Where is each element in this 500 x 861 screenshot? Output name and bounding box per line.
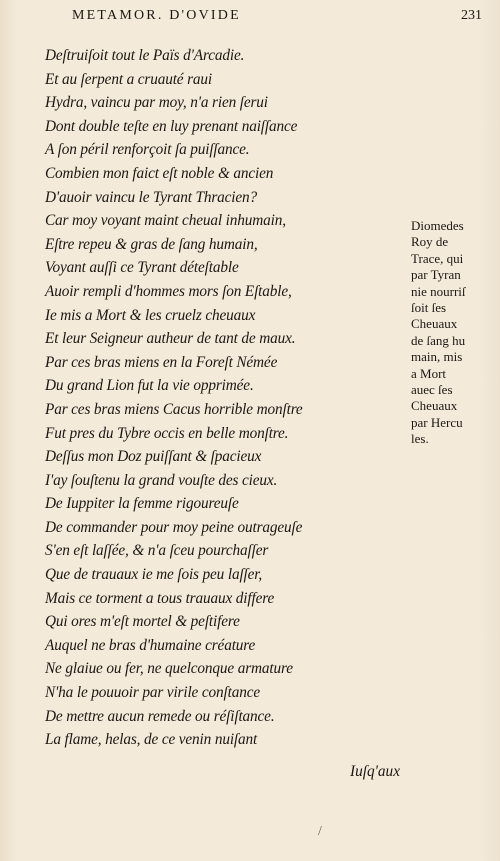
- verse-line: Fut pres du Tybre occis en belle monſtre.: [45, 424, 289, 442]
- marginal-note-line: les.: [411, 431, 429, 447]
- verse-line: Par ces bras miens en la Foreſt Némée: [45, 353, 278, 371]
- running-title: METAMOR. D'OVIDE: [72, 8, 241, 23]
- verse-line: N'ha le pouuoir par virile conſtance: [45, 684, 260, 702]
- verse-line: Ie mis a Mort & les cruelz cheuaux: [45, 306, 256, 324]
- verse-line: Que de trauaux ie me ſois peu laſſer,: [45, 566, 263, 584]
- marginal-note-line: par Hercu: [411, 414, 463, 430]
- verse-line: Auoir rempli d'hommes mors ſon Eſtable,: [45, 282, 292, 300]
- marginal-note-line: Cheuaux: [411, 398, 458, 414]
- verse-line: S'en eſt laſſée, & n'a ſceu pourchaſſer: [45, 542, 269, 560]
- marginal-note-line: a Mort: [411, 365, 447, 381]
- verse-line: Et leur Seigneur autheur de tant de maux.: [45, 330, 296, 348]
- marginal-note-line: auec ſes: [411, 382, 453, 398]
- verse-line: De commander pour moy peine outrageuſe: [45, 518, 303, 536]
- verse-line: Auquel ne bras d'humaine créature: [45, 636, 256, 654]
- marginal-note-line: Cheuaux: [411, 316, 458, 332]
- verse-line: Dont double teſte en luy prenant naiſſance: [45, 117, 298, 135]
- marginal-note-line: main, mis: [411, 349, 463, 365]
- catchword: Iuſq'aux: [350, 763, 400, 780]
- verse-line: Deſſus mon Doz puiſſant & ſpacieux: [45, 448, 262, 466]
- verse-line: Deſtruiſoit tout le Païs d'Arcadie.: [45, 47, 245, 64]
- verse-line: A ſon péril renforçoit ſa puiſſance.: [45, 141, 250, 159]
- verse-line: Et au ſerpent a cruauté raui: [45, 70, 213, 88]
- verse-line: Hydra, vaincu par moy, n'a rien ſerui: [45, 94, 268, 112]
- verse-line: Ne glaiue ou fer, ne quelconque armature: [45, 660, 293, 678]
- verse-line: Voyant auſſi ce Tyrant déteſtable: [45, 259, 239, 277]
- verse-line: Combien mon faict eſt noble & ancien: [45, 164, 274, 182]
- marginal-note-line: de ſang hu: [411, 332, 466, 348]
- verse-line: Mais ce torment a tous trauaux differe: [45, 589, 275, 607]
- page-number: 231: [461, 8, 482, 23]
- page-mark: /: [318, 824, 322, 839]
- marginal-note: [411, 218, 489, 448]
- marginal-note-line: Diomedes: [411, 218, 464, 233]
- marginal-note-line: nie nourriſ: [411, 283, 466, 299]
- verse-line: Qui ores m'eſt mortel & peſtifere: [45, 613, 240, 631]
- verse-line: I'ay ſouſtenu la grand vouſte des cieux.: [45, 471, 278, 489]
- verse-line: Car moy voyant maint cheual inhumain,: [45, 212, 286, 230]
- verse-line: La flame, helas, de ce venin nuiſant: [45, 731, 258, 749]
- marginal-note-line: ſoit ſes: [411, 300, 447, 316]
- poem-text: [45, 44, 390, 752]
- verse-line: De Iuppiter la femme rigoureuſe: [45, 495, 239, 513]
- page-header: [72, 8, 482, 30]
- marginal-note-line: par Tyran: [411, 267, 461, 283]
- verse-line: D'auoir vaincu le Tyrant Thracien?: [45, 188, 258, 206]
- marginal-note-line: Roy de: [411, 234, 449, 250]
- marginal-note-line: Trace, qui: [411, 250, 464, 266]
- verse-line: Du grand Lion fut la vie opprimée.: [45, 377, 254, 395]
- verse-line: Par ces bras miens Cacus horrible monſtre: [45, 400, 303, 418]
- verse-line: De mettre aucun remede ou réſiſtance.: [45, 707, 275, 725]
- verse-line: Eſtre repeu & gras de ſang humain,: [45, 235, 258, 253]
